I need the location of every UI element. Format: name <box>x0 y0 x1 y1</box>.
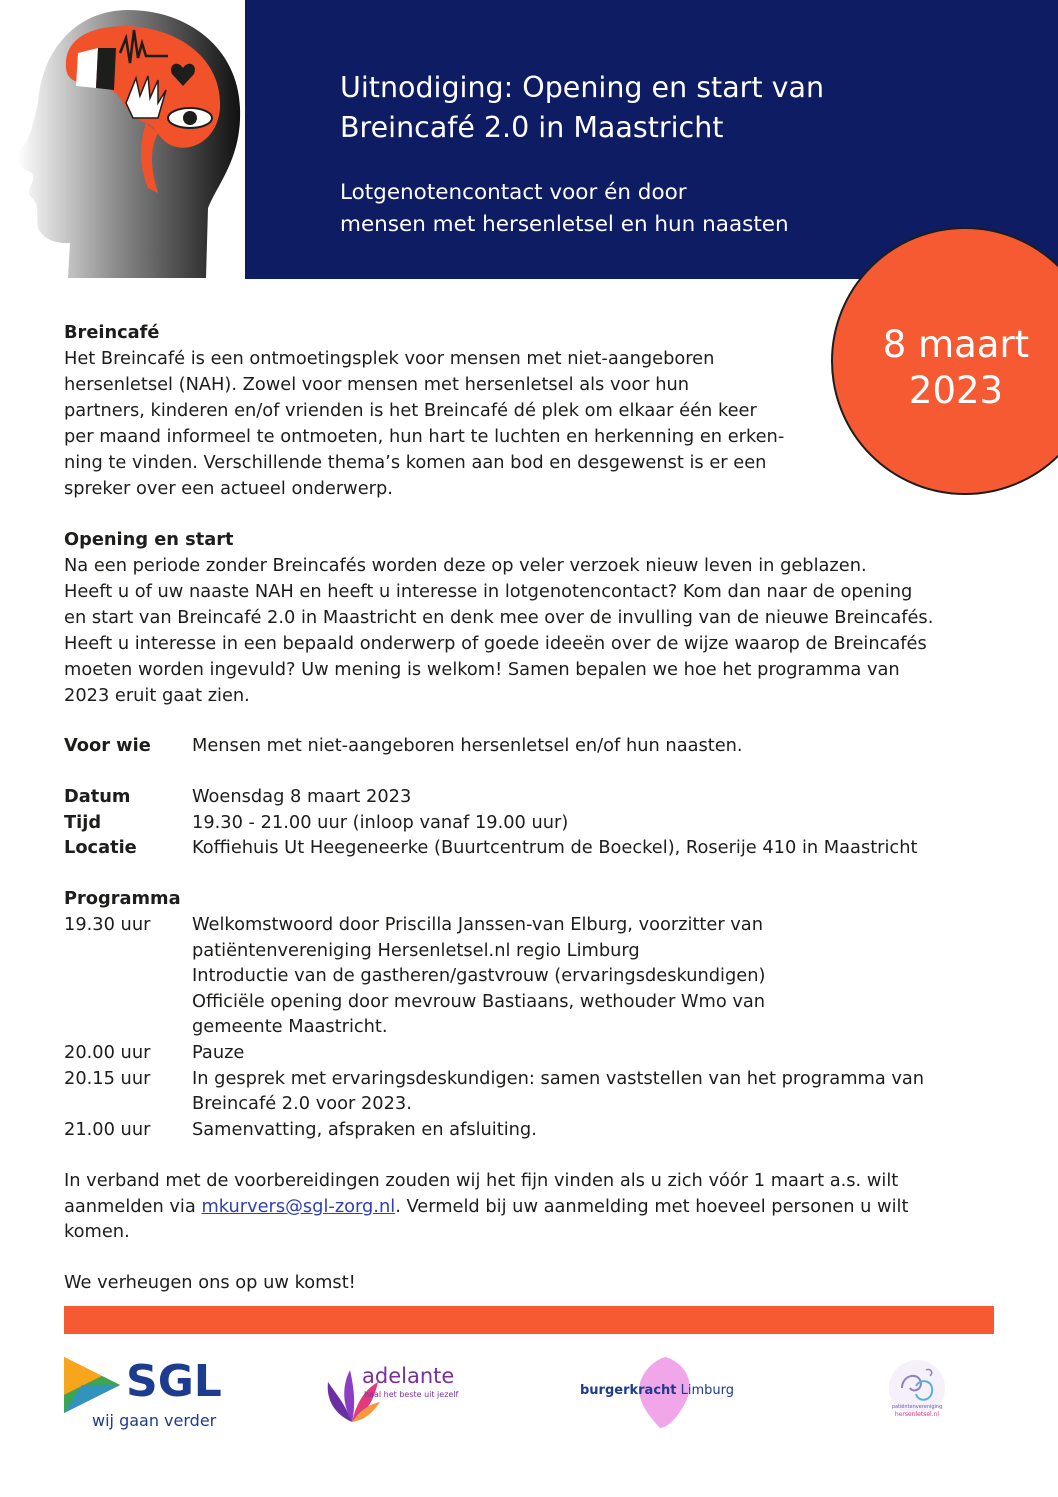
program-line: Pauze <box>192 1042 245 1063</box>
sgl-wordmark: SGL <box>126 1356 222 1407</box>
program-line: Breincafé 2.0 voor 2023. <box>192 1093 412 1114</box>
paragraph-line: Het Breincafé is een ontmoetingsplek voor mensen met niet-aangeboren <box>64 348 715 369</box>
detail-value-voor-wie: Mensen met niet-aangeboren hersenletsel en/of hun naasten. <box>192 735 743 756</box>
closing-text: We verheugen ons op uw komst! <box>64 1272 356 1293</box>
page-subtitle <box>340 177 900 241</box>
detail-value-tijd: 19.30 - 21.00 uur (inloop vanaf 19.00 uur) <box>192 812 569 833</box>
date-badge-text <box>868 322 1044 414</box>
date-badge-line: 2023 <box>908 369 1004 412</box>
footer-divider-bar <box>64 1306 994 1334</box>
registration-line: In verband met de voorbereidingen zouden wij het fijn vinden als u zich vóór 1 maart a.s. wilt <box>64 1170 899 1191</box>
section-heading-opening: Opening en start <box>64 529 234 550</box>
title-line: Breincafé 2.0 in Maastricht <box>340 111 724 144</box>
date-badge-line: 8 maart <box>882 323 1030 366</box>
subtitle-line: Lotgenotencontact voor én door <box>340 180 687 205</box>
sgl-tagline: wij gaan verder <box>92 1411 217 1430</box>
paragraph-line: 2023 eruit gaat zien. <box>64 685 250 706</box>
paragraph-line: partners, kinderen en/of vrienden is het Breincafé dé plek om elkaar één keer <box>64 400 757 421</box>
program-line: Officiële opening door mevrouw Bastiaans, wethouder Wmo van <box>192 991 766 1012</box>
detail-value-datum: Woensdag 8 maart 2023 <box>192 786 412 807</box>
paragraph-line: per maand informeel te ontmoeten, hun hart te luchten en herkenning en erken- <box>64 426 785 447</box>
burgerkracht-wordmark <box>580 1383 734 1398</box>
burgerkracht-word: burgerkracht <box>580 1383 677 1398</box>
program-time: 19.30 uur <box>64 914 151 935</box>
adelante-logo <box>322 1360 492 1430</box>
detail-label-datum: Datum <box>64 786 131 807</box>
detail-value-locatie: Koffiehuis Ut Heegeneerke (Buurtcentrum de Boeckel), Roserije 410 in Maastricht <box>192 837 918 858</box>
detail-label-tijd: Tijd <box>64 812 102 833</box>
page-title <box>340 68 900 148</box>
program-time: 20.00 uur <box>64 1042 151 1063</box>
paragraph-line: Heeft u interesse in een bepaald onderwerp of goede ideeën over de wijze waarop de Breincafés <box>64 633 927 654</box>
hersenletsel-bottom-text: hersenletsel.nl <box>894 1411 940 1418</box>
sgl-logo <box>62 1355 232 1435</box>
title-line: Uitnodiging: Opening en start van <box>340 71 825 104</box>
paragraph-line: hersenletsel (NAH). Zowel voor mensen met hersenletsel als voor hun <box>64 374 690 395</box>
registration-text: . Vermeld bij uw aanmelding met hoeveel personen u wilt <box>395 1196 909 1217</box>
burgerkracht-logo <box>578 1355 758 1430</box>
detail-label-locatie: Locatie <box>64 837 137 858</box>
paragraph-line: Na een periode zonder Breincafés worden deze op veler verzoek nieuw leven in geblazen. <box>64 555 867 576</box>
adelante-wordmark: adelante <box>362 1364 455 1388</box>
sgl-play-icon <box>62 1355 122 1415</box>
paragraph-line: ning te vinden. Verschillende thema’s komen aan bod en desgewenst is er een <box>64 452 767 473</box>
program-time: 21.00 uur <box>64 1119 151 1140</box>
paragraph-line: en start van Breincafé 2.0 in Maastricht en denk mee over de invulling van de nieuwe Breincafés. <box>64 607 934 628</box>
subtitle-line: mensen met hersenletsel en hun naasten <box>340 212 789 237</box>
paragraph-line: Heeft u of uw naaste NAH en heeft u interesse in lotgenotencontact? Kom dan naar de opening <box>64 581 913 602</box>
email-link[interactable]: mkurvers@sgl-zorg.nl <box>201 1196 396 1217</box>
detail-label-voor-wie: Voor wie <box>64 735 151 756</box>
registration-text: aanmelden via <box>64 1196 202 1217</box>
program-line: patiëntenvereniging Hersenletsel.nl regio Limburg <box>192 940 640 961</box>
program-line: Welkomstwoord door Priscilla Janssen-van Elburg, voorzitter van <box>192 914 763 935</box>
limburg-word: Limburg <box>680 1383 735 1398</box>
program-line: gemeente Maastricht. <box>192 1016 388 1037</box>
section-heading-programma: Programma <box>64 888 181 909</box>
program-line: Samenvatting, afspraken en afsluiting. <box>192 1119 537 1140</box>
hersenletsel-top-text: patiëntenvereniging <box>891 1404 943 1410</box>
program-time: 20.15 uur <box>64 1068 151 1089</box>
program-line: In gesprek met ervaringsdeskundigen: samen vaststellen van het programma van <box>192 1068 925 1089</box>
registration-line <box>64 1194 908 1220</box>
section-heading-breincafe: Breincafé <box>64 322 160 343</box>
adelante-tagline: haal het beste uit jezelf <box>364 1390 459 1399</box>
registration-line: komen. <box>64 1221 130 1242</box>
program-line: Introductie van de gastheren/gastvrouw (ervaringsdeskundigen) <box>192 965 766 986</box>
paragraph-line: spreker over een actueel onderwerp. <box>64 478 393 499</box>
hersenletsel-logo <box>880 1358 954 1424</box>
brain-head-logo <box>8 8 246 278</box>
paragraph-line: moeten worden ingevuld? Uw mening is welkom! Samen bepalen we hoe het programma van <box>64 659 900 680</box>
